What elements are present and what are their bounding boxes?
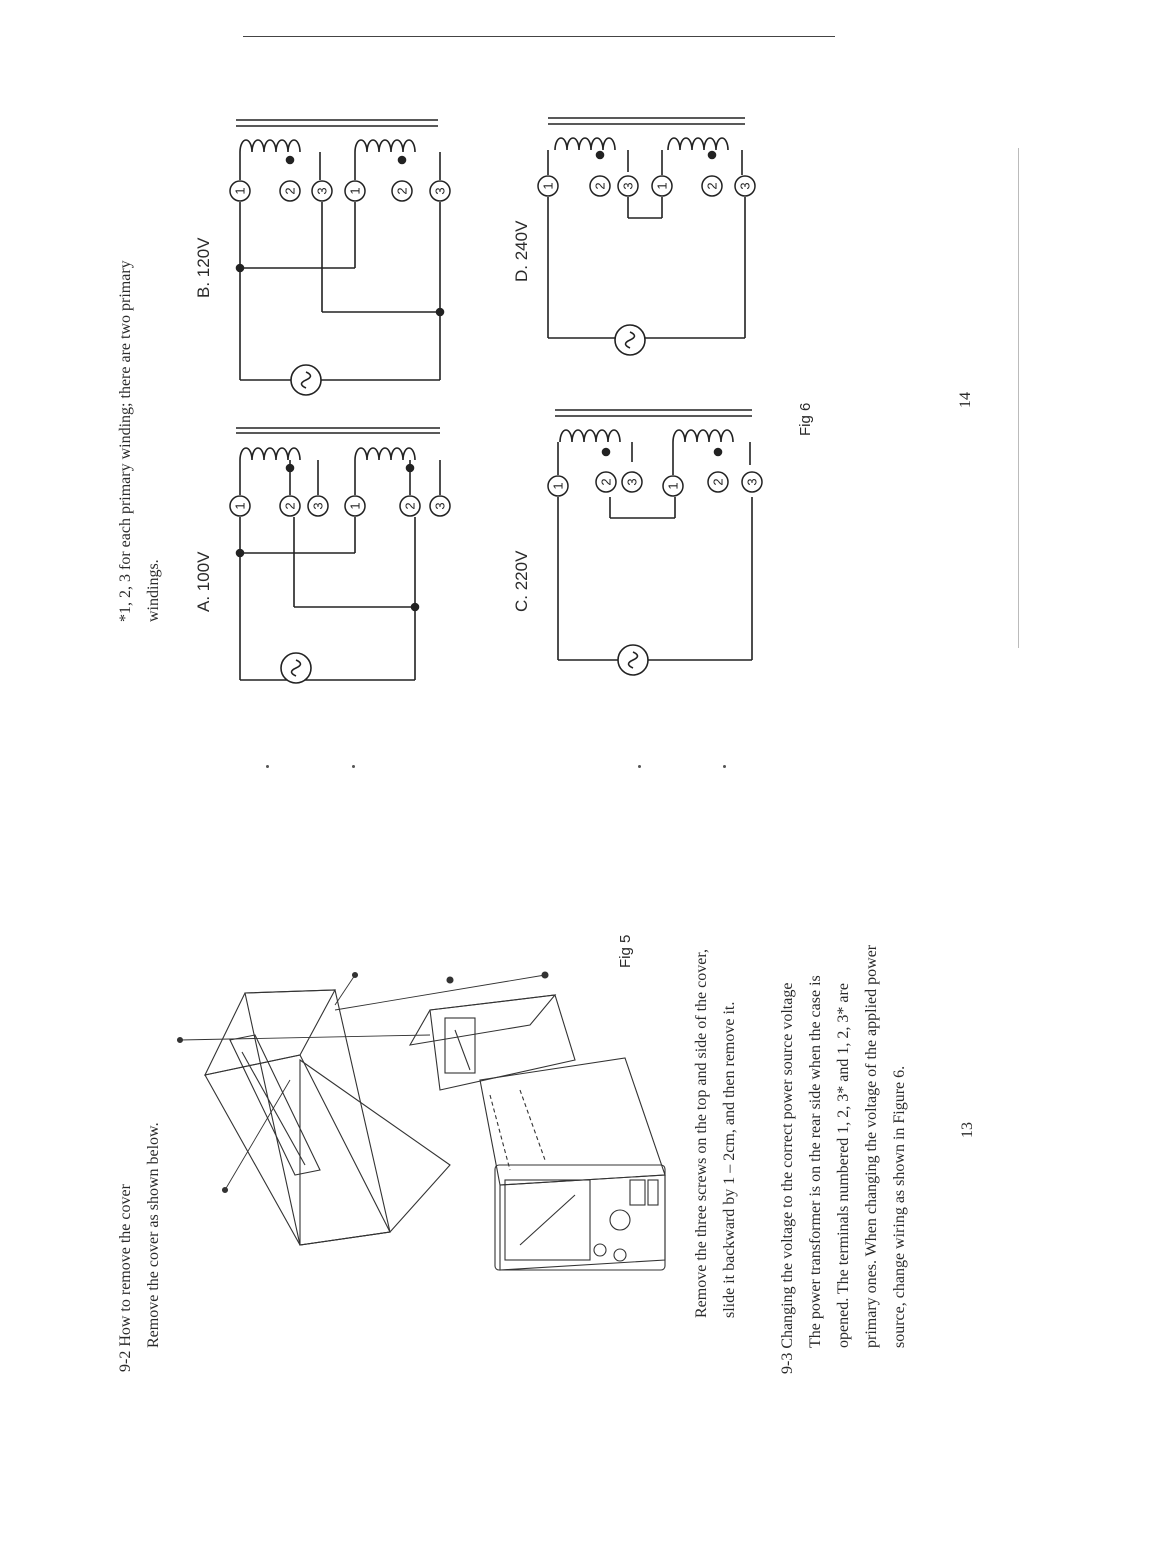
terminal-2: [708, 472, 728, 492]
section-9-3-line: opened. The terminals numbered 1, 2, 3* and 1, 2, 3* are: [835, 983, 852, 1348]
figure-5-drawing: [178, 972, 666, 1270]
terminal-number: 2: [592, 182, 608, 190]
terminal-3: [430, 181, 450, 201]
section-9-3-line: The power transformer is on the rear side when the case is: [807, 975, 824, 1348]
terminal-number: 3: [620, 182, 636, 190]
terminal-1: [538, 176, 558, 196]
terminal-3: [308, 496, 328, 516]
terminal-2: [596, 472, 616, 492]
terminal-number: 1: [232, 502, 248, 510]
terminal-3: [430, 496, 450, 516]
footnote-line: windings.: [145, 559, 162, 622]
diagram-a-100v: [236, 428, 440, 683]
terminal-number: 2: [282, 187, 298, 195]
terminal-number: 3: [432, 502, 448, 510]
terminal-number: 3: [432, 187, 448, 195]
terminal-number: 2: [710, 478, 726, 486]
diagram-c-label: C. 220V: [512, 550, 531, 612]
terminal-number: 1: [550, 482, 566, 490]
diagram-c-220v: [555, 410, 752, 675]
terminal-number: 2: [704, 182, 720, 190]
terminal-3: [735, 176, 755, 196]
terminal-number: 1: [232, 187, 248, 195]
terminal-1: [548, 476, 568, 496]
terminal-2: [280, 496, 300, 516]
diagram-d-label: D. 240V: [512, 220, 531, 282]
section-9-3-heading: 9-3 Changing the voltage to the correct power source voltage: [779, 982, 796, 1374]
terminal-number: 2: [282, 502, 298, 510]
terminal-1: [345, 181, 365, 201]
terminal-number: 1: [665, 482, 681, 490]
terminal-number: 3: [310, 502, 326, 510]
terminal-2: [702, 176, 722, 196]
terminal-number: 3: [737, 182, 753, 190]
terminal-1: [652, 176, 672, 196]
terminal-3: [312, 181, 332, 201]
section-9-3-line: primary ones. When changing the voltage of the applied power: [863, 944, 880, 1348]
terminal-2: [392, 181, 412, 201]
terminal-number: 2: [598, 478, 614, 486]
removal-text-line: Remove the three screws on the top and side of the cover,: [693, 948, 710, 1318]
terminal-number: 1: [654, 182, 670, 190]
terminal-number: 3: [314, 187, 330, 195]
section-9-2-instruction: Remove the cover as shown below.: [145, 1122, 162, 1348]
terminal-3: [618, 176, 638, 196]
fig-5-caption: Fig 5: [617, 934, 634, 968]
terminal-2: [400, 496, 420, 516]
fig-6-caption: Fig 6: [797, 402, 814, 436]
terminal-number: 3: [624, 478, 640, 486]
terminal-1: [663, 476, 683, 496]
footnote-line: *1, 2, 3 for each primary winding; there are two primary: [117, 260, 134, 622]
diagram-d-240v: [548, 118, 745, 355]
terminal-2: [280, 181, 300, 201]
page-number-13: 13: [959, 1122, 976, 1138]
section-9-3-line: source, change wiring as shown in Figure 6.: [891, 1065, 908, 1348]
section-9-2-heading: 9-2 How to remove the cover: [117, 1184, 134, 1372]
diagram-a-label: A. 100V: [194, 551, 213, 612]
removal-text-line: slide it backward by 1 – 2cm, and then remove it.: [721, 1001, 738, 1318]
terminal-3: [742, 472, 762, 492]
terminal-number: 1: [540, 182, 556, 190]
terminal-number: 2: [402, 502, 418, 510]
terminal-3: [622, 472, 642, 492]
diagram-b-label: B. 120V: [194, 237, 213, 298]
page-number-14: 14: [957, 392, 974, 408]
terminal-number: 1: [347, 502, 363, 510]
terminal-1: [230, 181, 250, 201]
terminal-2: [590, 176, 610, 196]
terminal-number: 2: [394, 187, 410, 195]
terminal-1: [345, 496, 365, 516]
diagram-b-120v: [236, 120, 444, 395]
terminal-number: 1: [347, 187, 363, 195]
terminal-number: 3: [744, 478, 760, 486]
terminal-1: [230, 496, 250, 516]
terminal-markers: [230, 176, 762, 516]
